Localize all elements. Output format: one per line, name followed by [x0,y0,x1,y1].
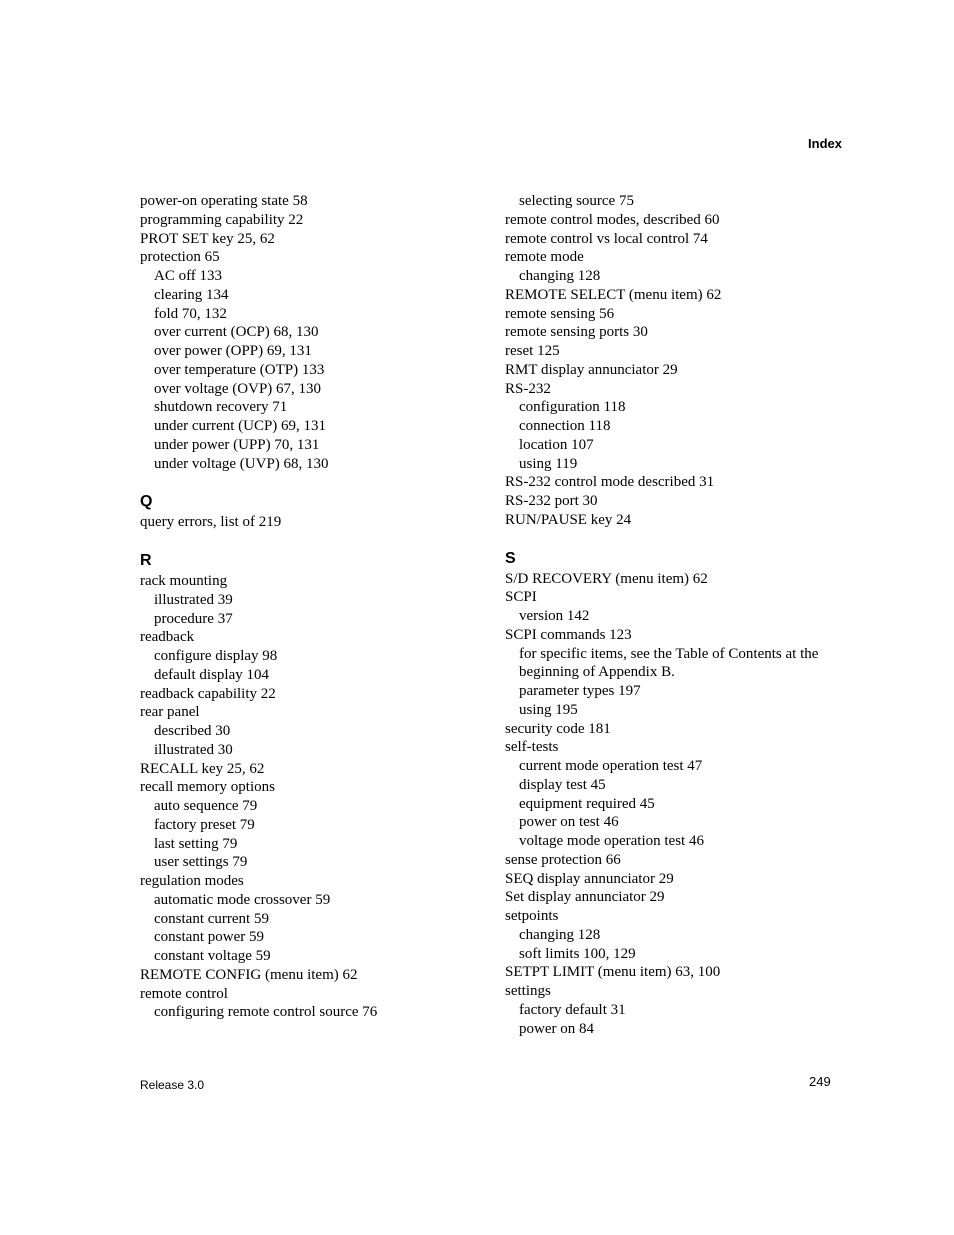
index-entry: RECALL key 25, 62 [140,760,265,777]
index-subentry: configuration 118 [519,399,626,416]
index-entry: remote control vs local control 74 [505,230,708,247]
index-entry: query errors, list of 219 [140,514,282,531]
page-number: 249 [809,1074,831,1089]
index-entry: readback [140,629,195,646]
index-subentry: changing 128 [519,268,601,284]
index-entry: remote sensing ports 30 [505,324,648,341]
index-subentry: under current (UCP) 69, 131 [154,418,327,434]
index-entry: Set display annunciator 29 [505,889,665,906]
index-entry: PROT SET key 25, 62 [140,230,275,247]
index-letter-heading: R [140,552,152,569]
index-subentry: constant voltage 59 [154,948,271,964]
index-subentry: AC off 133 [154,268,223,284]
index-subentry: fold 70, 132 [154,305,227,322]
index-subentry: for specific items, see the Table of Contents at the [519,645,819,662]
index-subentry: voltage mode operation test 46 [519,833,704,849]
index-subentry: under power (UPP) 70, 131 [154,436,320,453]
index-subentry: location 107 [519,436,594,453]
index-entry: RS-232 port 30 [505,493,598,509]
index-entry: RS-232 control mode described 31 [505,474,715,491]
footer-release: Release 3.0 [140,1078,205,1092]
index-subentry: parameter types 197 [519,683,641,699]
index-entry: SCPI [505,589,537,606]
index-entry: remote control [140,985,228,1002]
index-entry: setpoints [505,908,559,924]
index-entry: SEQ display annunciator 29 [505,870,674,887]
index-entry: security code 181 [505,720,611,737]
index-entry: reset 125 [505,343,560,359]
index-subentry: illustrated 30 [154,741,233,758]
index-subentry: soft limits 100, 129 [519,945,636,962]
index-subentry: auto sequence 79 [154,798,258,814]
index-subentry: connection 118 [519,418,611,434]
index-column-right [505,192,845,1038]
index-entry: RMT display annunciator 29 [505,361,678,378]
index-entry: REMOTE SELECT (menu item) 62 [505,286,722,303]
index-subentry: constant power 59 [154,929,264,946]
index-subentry: configure display 98 [154,648,278,664]
index-subentry: described 30 [154,723,231,739]
index-subentry: last setting 79 [154,835,238,852]
index-entry: SETPT LIMIT (menu item) 63, 100 [505,964,721,981]
index-subentry: current mode operation test 47 [519,758,703,774]
index-entry: sense protection 66 [505,851,621,868]
index-entry: regulation modes [140,873,244,889]
index-subentry: beginning of Appendix B. [519,664,675,681]
running-header: Index [808,136,842,151]
index-subentry: factory preset 79 [154,816,255,833]
index-entry: REMOTE CONFIG (menu item) 62 [140,966,358,983]
index-entry: self-tests [505,739,559,756]
index-subentry: over power (OPP) 69, 131 [154,343,312,359]
index-subentry: changing 128 [519,926,601,943]
index-subentry: default display 104 [154,666,269,683]
index-subentry: procedure 37 [154,610,233,627]
index-subentry: under voltage (UVP) 68, 130 [154,455,329,472]
index-entry: recall memory options [140,779,275,796]
index-entry: remote mode [505,249,584,266]
index-subentry: using 195 [519,701,578,718]
index-subentry: illustrated 39 [154,591,233,608]
index-entry: programming capability 22 [140,211,304,228]
index-subentry: factory default 31 [519,1001,626,1018]
index-entry: power-on operating state 58 [140,193,308,209]
index-subentry: user settings 79 [154,854,248,871]
index-subentry: using 119 [519,455,578,472]
index-subentry: power on 84 [519,1020,594,1037]
index-subentry: shutdown recovery 71 [154,399,288,416]
index-subentry: over voltage (OVP) 67, 130 [154,380,322,397]
index-letter-heading: S [505,549,516,567]
index-entry: rear panel [140,704,200,721]
index-entry: RS-232 [505,380,551,397]
index-subentry: version 142 [519,608,590,624]
index-entry: S/D RECOVERY (menu item) 62 [505,570,708,587]
index-column-left [140,192,490,1022]
index-entry: SCPI commands 123 [505,626,632,643]
index-entry: protection 65 [140,249,220,266]
index-subentry: clearing 134 [154,286,229,303]
index-subentry: automatic mode crossover 59 [154,891,331,908]
index-entry: RUN/PAUSE key 24 [505,511,632,528]
index-subentry: constant current 59 [154,910,269,927]
index-entry: remote sensing 56 [505,305,615,322]
index-subentry: configuring remote control source 76 [154,1004,378,1021]
index-entry: settings [505,983,551,999]
index-subentry: power on test 46 [519,814,619,831]
index-entry: rack mounting [140,573,228,589]
index-subentry: selecting source 75 [519,193,634,209]
index-subentry: over temperature (OTP) 133 [154,361,325,378]
index-entry: remote control modes, described 60 [505,211,720,228]
index-subentry: equipment required 45 [519,795,655,812]
index-subentry: display test 45 [519,776,606,793]
index-subentry: over current (OCP) 68, 130 [154,324,319,341]
index-letter-heading: Q [140,493,153,511]
index-entry: readback capability 22 [140,685,276,702]
